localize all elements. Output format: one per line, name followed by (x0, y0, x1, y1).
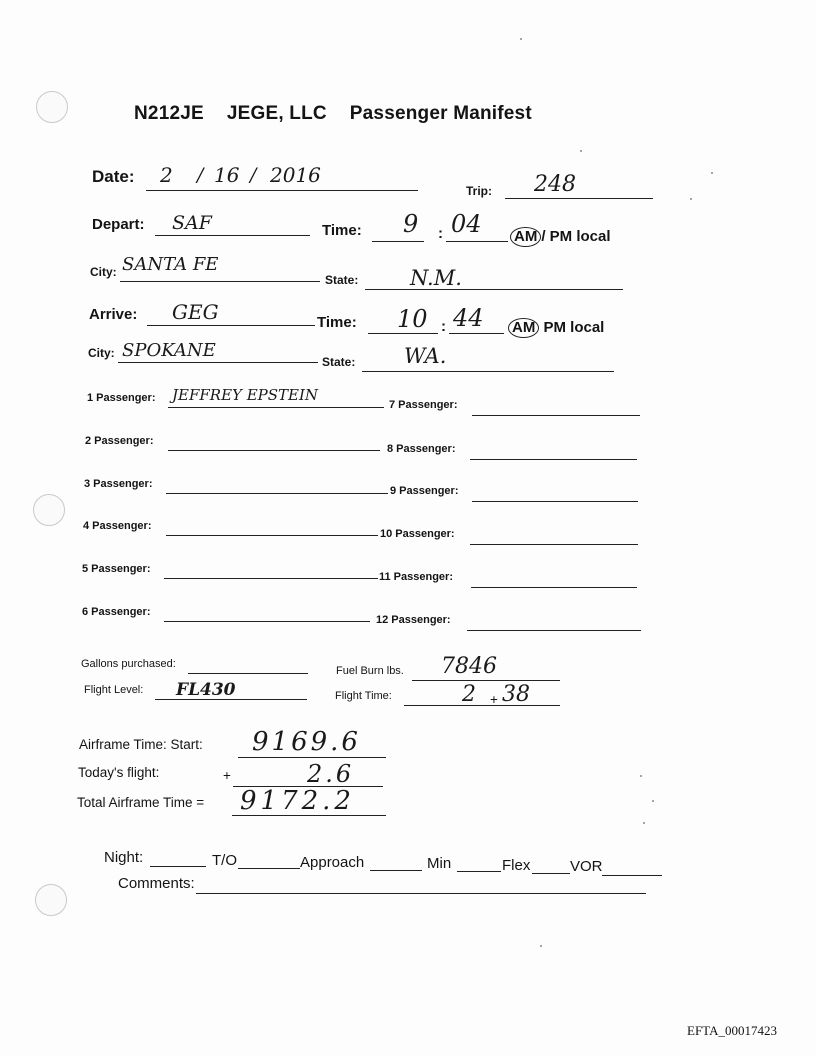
passenger-name-1: JEFFREY EPSTEIN (172, 386, 319, 404)
arrive-city-line (118, 362, 318, 363)
depart-label: Depart: (92, 216, 145, 233)
depart-time-label: Time: (322, 222, 362, 239)
company-name: JEGE, LLC (226, 103, 327, 124)
night-line (150, 866, 206, 867)
depart-city-line (120, 281, 320, 282)
arrive-hour: 10 (397, 305, 428, 333)
scan-speck (540, 945, 542, 947)
min-label: Min (427, 855, 452, 872)
passenger-label-10: 10 Passenger: (380, 528, 455, 540)
arrive-minute: 44 (453, 304, 484, 332)
date-line (146, 190, 418, 191)
depart-city: SANTA FE (122, 254, 219, 275)
arrive-state-label: State: (322, 355, 356, 369)
comments-label: Comments: (118, 875, 195, 892)
scan-speck (643, 822, 645, 824)
approach-line (370, 870, 422, 871)
depart-state-label: State: (325, 273, 359, 287)
todays-flight-plus: + (223, 768, 231, 783)
arrive-time-colon: : (441, 318, 446, 335)
to-label: T/O (212, 852, 237, 869)
am-circled: AM (508, 318, 539, 338)
depart-time-colon: : (438, 225, 443, 242)
approach-label: Approach (300, 854, 365, 871)
date-label: Date: (92, 167, 135, 186)
punch-hole-top (36, 91, 68, 123)
passenger-label-8: 8 Passenger: (387, 443, 456, 455)
depart-hour: 9 (403, 210, 419, 238)
passenger-label-9: 9 Passenger: (390, 485, 459, 497)
arrive-time-label: Time: (317, 314, 357, 331)
depart-state: N.M. (410, 266, 462, 290)
pm-local-label: PM local (543, 319, 605, 336)
trip-number: 248 (534, 172, 576, 197)
arrive-airport: GEG (172, 300, 219, 324)
flight-time-hours: 2 (462, 682, 476, 707)
passenger-line-5 (164, 578, 378, 579)
manifest-title: Passenger Manifest (349, 103, 532, 124)
passenger-line-1 (168, 407, 384, 408)
passenger-label-11: 11 Passenger: (379, 571, 453, 583)
trip-label: Trip: (466, 184, 492, 198)
bates-number: EFTA_00017423 (687, 1023, 777, 1038)
punch-hole-middle (33, 494, 65, 526)
arrive-city: SPOKANE (122, 340, 216, 361)
flight-level-label: Flight Level: (84, 684, 144, 696)
date-year: 2016 (270, 163, 321, 187)
passenger-line-7 (472, 415, 640, 416)
date-day: 16 (214, 163, 240, 187)
depart-line (155, 235, 310, 236)
depart-minute: 04 (451, 210, 482, 238)
scan-speck (711, 172, 713, 174)
arrive-state-line (362, 371, 614, 372)
flex-label: Flex (502, 857, 531, 874)
scan-speck (640, 775, 642, 777)
fuel-burn-line (412, 680, 560, 681)
passenger-label-5: 5 Passenger: (82, 563, 151, 575)
pm-local-label: / PM local (541, 228, 611, 245)
arrive-minute-line (449, 333, 504, 334)
passenger-label-12: 12 Passenger: (376, 614, 451, 626)
passenger-line-4 (166, 535, 378, 536)
am-circled: AM (510, 227, 541, 247)
passenger-line-8 (470, 459, 637, 460)
passenger-line-10 (470, 544, 638, 545)
passenger-line-6 (164, 621, 370, 622)
date-month: 2 (160, 163, 173, 187)
night-label: Night: (104, 849, 144, 866)
passenger-line-11 (471, 587, 637, 588)
scan-speck (652, 800, 654, 802)
airframe-start-label: Airframe Time: Start: (79, 737, 203, 752)
arrive-label: Arrive: (89, 306, 138, 323)
todays-flight-label: Today's flight: (78, 765, 160, 780)
min-line (457, 871, 501, 872)
scan-speck (520, 38, 522, 40)
passenger-line-12 (467, 630, 641, 631)
airframe-start-value: 9169.6 (252, 727, 361, 757)
passenger-line-9 (472, 501, 638, 502)
depart-ampm (510, 227, 611, 247)
depart-state-line (365, 289, 623, 290)
passenger-label-3: 3 Passenger: (84, 478, 153, 490)
date-sep-1: / (197, 164, 204, 186)
fuel-burn-label: Fuel Burn lbs. (336, 665, 404, 677)
gallons-line (188, 673, 308, 674)
comments-line (196, 893, 646, 894)
arrive-state: WA. (404, 344, 447, 368)
to-line (238, 868, 300, 869)
document-header (134, 103, 532, 125)
gallons-label: Gallons purchased: (81, 658, 176, 670)
depart-city-label: City: (90, 265, 117, 279)
passenger-label-4: 4 Passenger: (83, 520, 152, 532)
todays-flight-value: 2.6 (307, 760, 355, 788)
vor-label: VOR (570, 858, 603, 875)
depart-airport: SAF (172, 212, 212, 234)
flight-time-plus: + (490, 692, 498, 707)
arrive-ampm (508, 318, 604, 338)
vor-line (602, 875, 662, 876)
date-sep-2: / (250, 164, 257, 186)
scan-speck (580, 150, 582, 152)
airframe-start-line (238, 757, 386, 758)
passenger-line-3 (166, 493, 388, 494)
arrive-line (147, 325, 315, 326)
flight-time-line (404, 705, 560, 706)
total-airframe-value: 9172.2 (240, 786, 355, 816)
flex-line (532, 873, 570, 874)
depart-minute-line (446, 241, 508, 242)
arrive-city-label: City: (88, 346, 115, 360)
tail-number: N212JE (134, 103, 204, 124)
flight-level-value: FL430 (176, 680, 236, 700)
arrive-hour-line (368, 333, 438, 334)
passenger-label-7: 7 Passenger: (389, 399, 458, 411)
passenger-label-6: 6 Passenger: (82, 606, 151, 618)
passenger-line-2 (168, 450, 380, 451)
total-airframe-label: Total Airframe Time = (77, 795, 205, 810)
passenger-label-2: 2 Passenger: (85, 435, 154, 447)
flight-time-label: Flight Time: (335, 690, 392, 702)
depart-hour-line (372, 241, 424, 242)
passenger-label-1: 1 Passenger: (87, 392, 156, 404)
fuel-burn-value: 7846 (441, 654, 497, 679)
flight-time-minutes: 38 (502, 682, 530, 707)
trip-line (505, 198, 653, 199)
punch-hole-bottom (35, 884, 67, 916)
scan-speck (690, 198, 692, 200)
